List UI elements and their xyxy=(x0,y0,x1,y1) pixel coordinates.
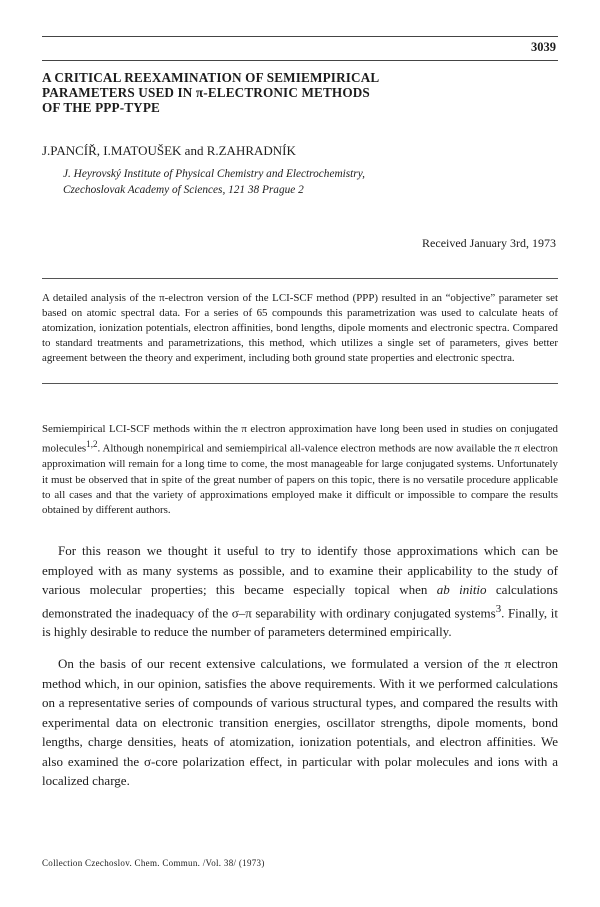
body-text: . Finally, it is highly desirable to reduce the number of parameters determined empirically. xyxy=(42,604,558,640)
page-number: 3039 xyxy=(531,40,556,54)
abstract-top-rule xyxy=(42,278,558,279)
body-paragraph-1 xyxy=(42,541,558,642)
abstract: A detailed analysis of the π-electron version of the LCI-SCF method (PPP) resulted in an “objective” parameter set based on atomic spectral data. For a series of 65 compounds this parametrization was used to calculate heats of atomization, ionization potentials, electron affinities, bond lengths, dipole moments and electronic spectra. Compared to standard treatments and parametrizations, this method, which utilizes a single set of parameters, gives better agreement between the theory and experiment, including both ground state properties and electronic spectra. xyxy=(42,292,558,365)
body-text: For this reason we thought it useful to try to identify those approximations which can be employed with as many systems as possible, and to examine their applicability to the study of various molecular properties; this became especially topical when xyxy=(42,543,558,597)
italic-term: ab initio xyxy=(436,582,487,597)
title-line: PARAMETERS USED IN π-ELECTRONIC METHODS xyxy=(42,85,370,100)
body-paragraph-2: On the basis of our recent extensive calculations, we formulated a version of the π electron method which, in our opinion, satisfies the above requirements. With it we performed calculations on a representative series of compounds of various structural types, and compared the results with experimental data on electronic transition energies, oscillator strengths, dipole moments, bond lengths, charge densities, heats of atomization, ionization potentials, and electron affinities. We also examined the σ-core polarization effect, in particular with polar molecules and ions with a localized charge. xyxy=(42,656,558,788)
affiliation-line: Czechoslovak Academy of Sciences, 121 38 Prague 2 xyxy=(63,184,304,196)
header-rule xyxy=(42,36,558,37)
intro-paragraph xyxy=(42,422,558,518)
article-title xyxy=(42,70,462,115)
intro-text: . Although nonempirical and semiempirical all-valence electron methods are now available the π electron approximation will remain for a long time to come, the most manageable for large conjugated systems. Unfortunately it must be observed that in spite of the great number of papers on this topic, there is no versatile procedure applicable to all cases and that the variety of approximations employed make it difficult or impossible to compare the results obtained by different authors. xyxy=(42,442,558,517)
intro-text: Semiempirical LCI-SCF methods within the π electron approximation have long been used in studies on conjugated molecules xyxy=(42,423,558,455)
body-text: calculations demonstrated the inadequacy of the σ–π separability with ordinary conjugated systems xyxy=(42,582,558,620)
title-line: A CRITICAL REEXAMINATION OF SEMIEMPIRICAL xyxy=(42,70,380,85)
header-underline xyxy=(42,60,558,61)
abstract-bottom-rule xyxy=(42,383,558,384)
title-line: OF THE PPP-TYPE xyxy=(42,100,161,115)
affiliation xyxy=(63,166,365,198)
authors: J.PANCÍŘ, I.MATOUŠEK and R.ZAHRADNÍK xyxy=(42,143,296,158)
affiliation-line: J. Heyrovský Institute of Physical Chemistry and Electrochemistry, xyxy=(63,168,365,180)
citation-superscript: 1,2 xyxy=(86,439,98,450)
journal-footer: Collection Czechoslov. Chem. Commun. /Vol. 38/ (1973) xyxy=(42,858,265,868)
citation-superscript: 3 xyxy=(495,602,502,615)
received-date: Received January 3rd, 1973 xyxy=(422,236,556,250)
